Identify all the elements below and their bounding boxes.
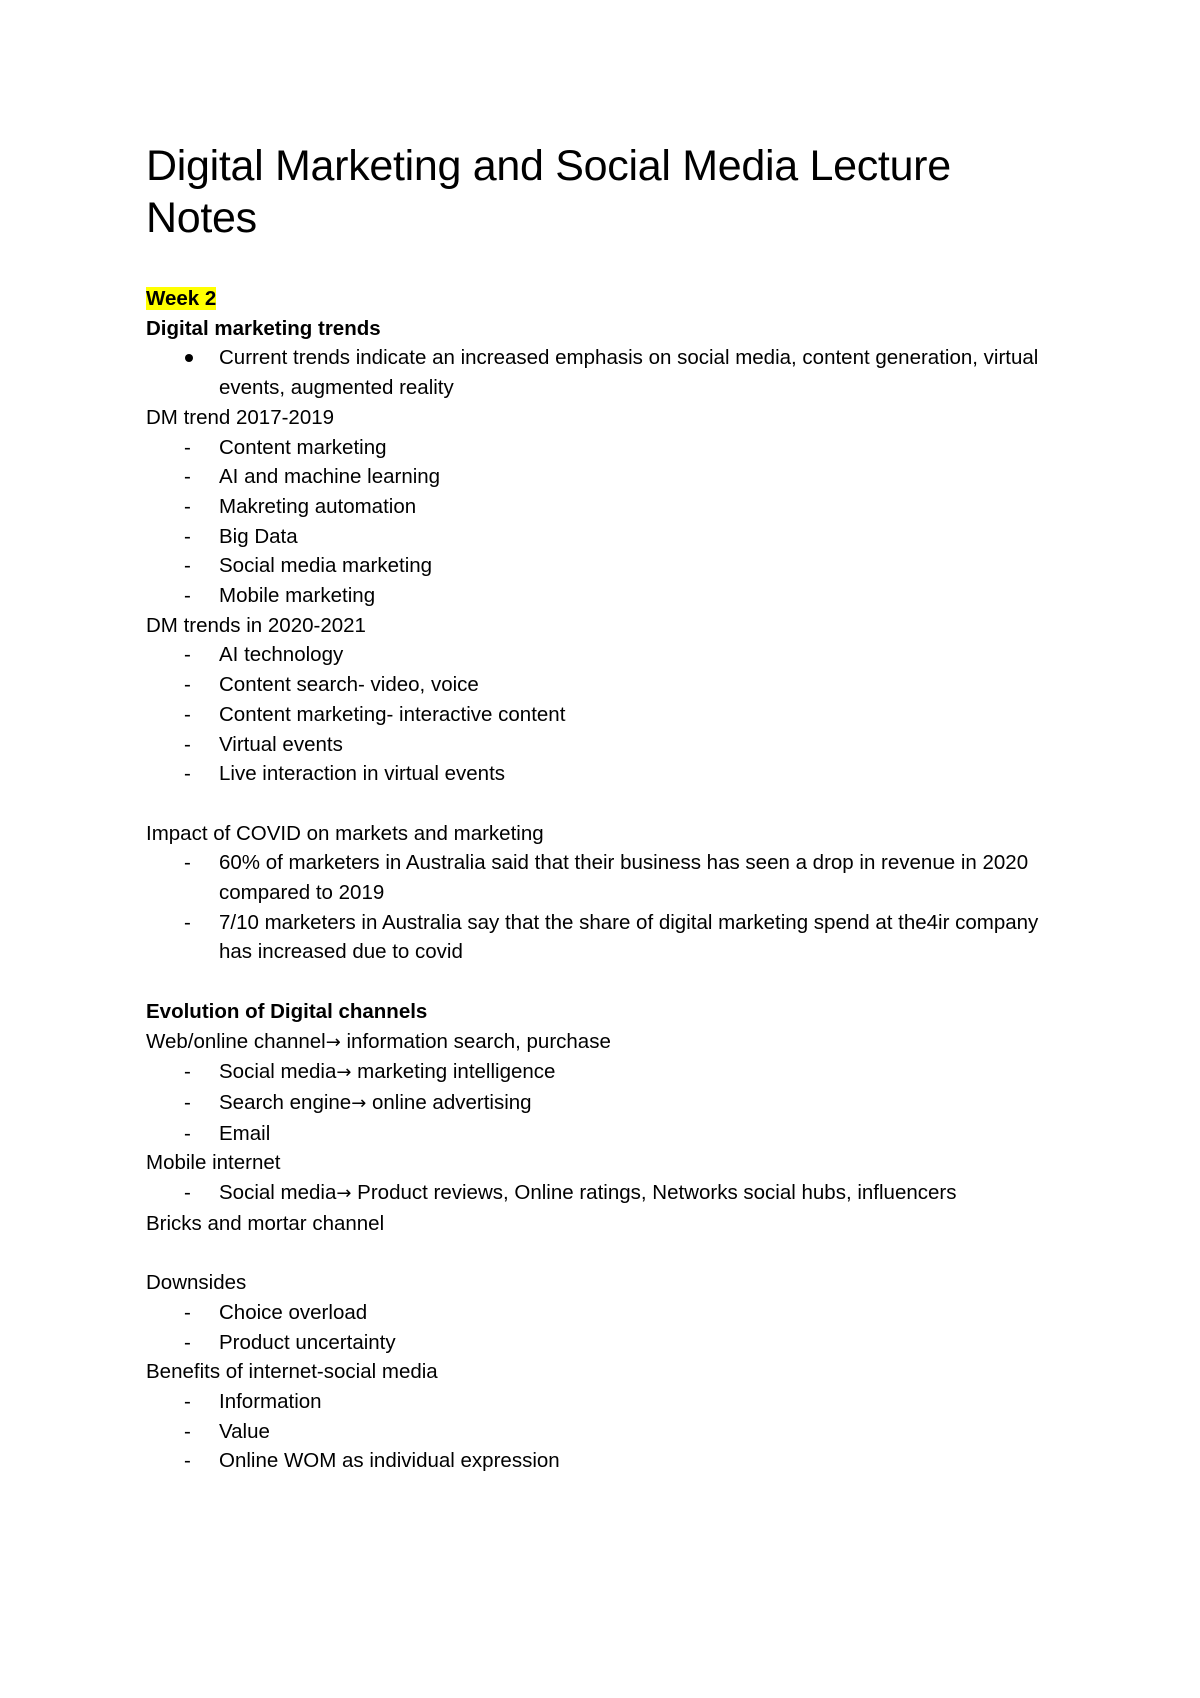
dash-marker: - bbox=[184, 1060, 191, 1084]
dash-marker: - bbox=[184, 1121, 191, 1145]
benefits-heading: Benefits of internet-social media bbox=[146, 1360, 438, 1384]
list-item-text: AI and machine learning bbox=[219, 465, 441, 489]
spacer bbox=[146, 789, 1066, 819]
dash-marker: - bbox=[184, 435, 191, 459]
document-page bbox=[146, 140, 1066, 1476]
list-item bbox=[146, 759, 1066, 789]
dash-marker: - bbox=[184, 1181, 191, 1205]
dash-marker: - bbox=[184, 1090, 191, 1114]
web-channel-prefix: Web/online channel bbox=[146, 1029, 326, 1053]
dash-marker: - bbox=[184, 851, 191, 875]
dash-marker: - bbox=[184, 643, 191, 667]
web-channel-line bbox=[146, 1027, 1066, 1058]
arrow-icon: → bbox=[351, 1092, 367, 1114]
list-item-text: Choice overload bbox=[219, 1300, 368, 1324]
dash-marker: - bbox=[184, 762, 191, 786]
dash-marker: - bbox=[184, 702, 191, 726]
list-item bbox=[146, 1417, 1066, 1447]
list-item bbox=[146, 462, 1066, 492]
list-item bbox=[146, 908, 1059, 967]
dash-marker: - bbox=[184, 465, 191, 489]
list-item-suffix: marketing intelligence bbox=[351, 1060, 556, 1084]
arrow-icon: → bbox=[336, 1183, 352, 1205]
list-item-prefix: Social media bbox=[219, 1181, 337, 1205]
evolution-heading: Evolution of Digital channels bbox=[146, 999, 428, 1023]
list-item-text: Content marketing bbox=[219, 435, 387, 459]
list-item bbox=[146, 1088, 1066, 1119]
list-item bbox=[146, 730, 1066, 760]
downsides-heading: Downsides bbox=[146, 1271, 247, 1295]
spacer bbox=[146, 967, 1066, 997]
dash-marker: - bbox=[184, 524, 191, 548]
dm-2020-heading: DM trends in 2020-2021 bbox=[146, 613, 366, 637]
dash-marker: - bbox=[184, 732, 191, 756]
dash-marker: - bbox=[184, 554, 191, 578]
list-item-text: Big Data bbox=[219, 524, 298, 548]
dash-marker: - bbox=[184, 910, 191, 934]
dm-2017-heading: DM trend 2017-2019 bbox=[146, 405, 335, 429]
dash-marker: - bbox=[184, 1389, 191, 1413]
web-channel-suffix: information search, purchase bbox=[340, 1029, 611, 1053]
bricks-heading: Bricks and mortar channel bbox=[146, 1211, 385, 1235]
list-item bbox=[146, 1178, 1066, 1209]
trends-bullet-item bbox=[146, 343, 1059, 402]
list-item-text: AI technology bbox=[219, 643, 344, 667]
list-item-text: Online WOM as individual expression bbox=[219, 1449, 560, 1473]
list-item-text: 60% of marketers in Australia said that their business has seen a drop in revenue in 2020 compared to 2019 bbox=[219, 851, 1029, 905]
list-item-text: Live interaction in virtual events bbox=[219, 762, 506, 786]
list-item bbox=[146, 1387, 1066, 1417]
list-item-text: Content search- video, voice bbox=[219, 673, 479, 697]
list-item-text: Value bbox=[219, 1419, 270, 1443]
list-item-suffix: online advertising bbox=[366, 1090, 532, 1114]
covid-heading: Impact of COVID on markets and marketing bbox=[146, 821, 544, 845]
arrow-icon: → bbox=[325, 1031, 341, 1053]
list-item-text: Email bbox=[219, 1121, 271, 1145]
list-item bbox=[146, 1446, 1066, 1476]
list-item-prefix: Search engine bbox=[219, 1090, 352, 1114]
trends-bullet-text: Current trends indicate an increased emphasis on social media, content generation, virtual events, augmented reality bbox=[219, 346, 1039, 400]
list-item bbox=[146, 670, 1066, 700]
list-item bbox=[146, 1057, 1066, 1088]
list-item bbox=[146, 640, 1066, 670]
list-item-text: Content marketing- interactive content bbox=[219, 702, 566, 726]
list-item bbox=[146, 848, 1059, 907]
list-item-text: Information bbox=[219, 1389, 322, 1413]
list-item bbox=[146, 522, 1066, 552]
list-item bbox=[146, 551, 1066, 581]
dash-marker: - bbox=[184, 1300, 191, 1324]
week-label bbox=[146, 284, 1066, 314]
list-item bbox=[146, 581, 1066, 611]
list-item bbox=[146, 1298, 1066, 1328]
week-label-highlight: Week 2 bbox=[146, 287, 217, 310]
list-item bbox=[146, 700, 1066, 730]
list-item bbox=[146, 492, 1066, 522]
list-item-text: Makreting automation bbox=[219, 494, 417, 518]
list-item-text: Mobile marketing bbox=[219, 584, 376, 608]
list-item-text: 7/10 marketers in Australia say that the share of digital marketing spend at the4ir company has increased due to covid bbox=[219, 910, 1039, 964]
list-item bbox=[146, 1119, 1066, 1149]
document-title: Digital Marketing and Social Media Lecture Notes bbox=[146, 142, 951, 242]
list-item-text: Virtual events bbox=[219, 732, 343, 756]
list-item-prefix: Social media bbox=[219, 1060, 337, 1084]
list-item bbox=[146, 433, 1066, 463]
dash-marker: - bbox=[184, 1449, 191, 1473]
dash-marker: - bbox=[184, 584, 191, 608]
mobile-heading: Mobile internet bbox=[146, 1151, 281, 1175]
spacer bbox=[146, 1238, 1066, 1268]
dash-marker: - bbox=[184, 494, 191, 518]
trends-heading: Digital marketing trends bbox=[146, 316, 381, 340]
arrow-icon: → bbox=[336, 1062, 352, 1084]
dash-marker: - bbox=[184, 1330, 191, 1354]
list-item-suffix: Product reviews, Online ratings, Networks social hubs, influencers bbox=[351, 1181, 957, 1205]
list-item-text: Social media marketing bbox=[219, 554, 433, 578]
dash-marker: - bbox=[184, 1419, 191, 1443]
list-item-text: Product uncertainty bbox=[219, 1330, 396, 1354]
bullet-dot-icon bbox=[185, 354, 193, 362]
list-item bbox=[146, 1328, 1066, 1358]
dash-marker: - bbox=[184, 673, 191, 697]
